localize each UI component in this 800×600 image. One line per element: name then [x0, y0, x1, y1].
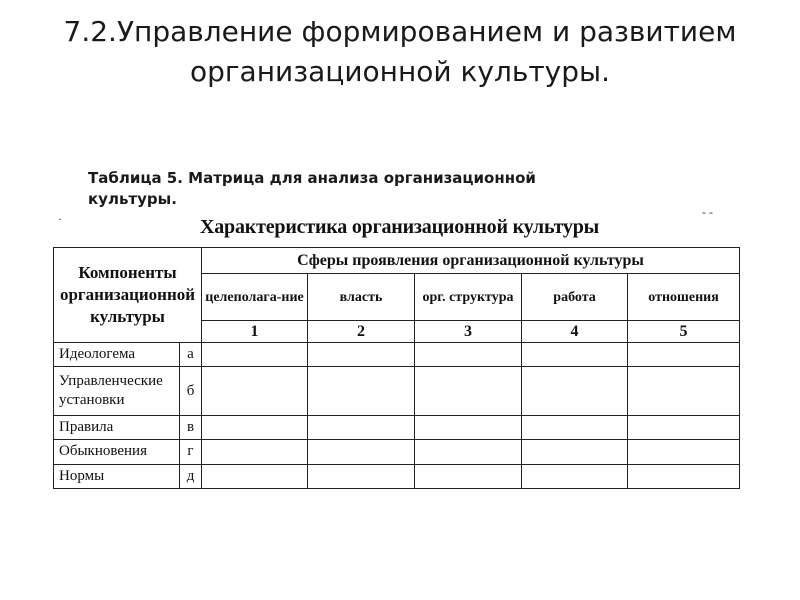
sphere-number: 5 [628, 320, 740, 342]
matrix-cell [628, 343, 740, 367]
matrix-cell [308, 416, 415, 440]
table-row [54, 440, 740, 464]
matrix-cell [628, 440, 740, 464]
matrix-cell [202, 464, 308, 488]
component-letter: в [180, 416, 202, 440]
matrix-cell [522, 464, 628, 488]
component-letter: б [180, 367, 202, 416]
component-label: Правила [54, 416, 180, 440]
slide-title: 7.2.Управление формированием и развитием организационной культуры. [63, 15, 737, 88]
matrix-cell [522, 343, 628, 367]
table-row [54, 464, 740, 488]
spheres-header: Сферы проявления организационной культуры [202, 248, 740, 274]
component-letter: а [180, 343, 202, 367]
table-row [54, 416, 740, 440]
matrix-cell [522, 416, 628, 440]
matrix-cell [415, 464, 522, 488]
matrix-cell [415, 343, 522, 367]
component-letter: г [180, 440, 202, 464]
table-caption: Таблица 5. Матрица для анализа организационной культуры. [88, 169, 536, 208]
component-label: Обыкновения [54, 440, 180, 464]
components-header: Компоненты организационной культуры [54, 248, 202, 343]
sphere-number: 4 [522, 320, 628, 342]
matrix-cell [522, 440, 628, 464]
matrix-cell [628, 416, 740, 440]
matrix-cell [202, 440, 308, 464]
culture-matrix-table [53, 247, 740, 489]
matrix-cell [308, 343, 415, 367]
sphere-header-power: власть [308, 274, 415, 321]
scan-mark: · [58, 212, 62, 226]
table-row [54, 367, 740, 416]
sphere-number: 2 [308, 320, 415, 342]
matrix-cell [628, 464, 740, 488]
sphere-number: 1 [202, 320, 308, 342]
table-title: Характеристика организационной культуры [200, 216, 600, 238]
sphere-header-goal-setting: целеполага-ние [202, 274, 308, 321]
matrix-cell [308, 464, 415, 488]
sphere-header-org-structure: орг. структура [415, 274, 522, 321]
component-letter: д [180, 464, 202, 488]
matrix-cell [202, 416, 308, 440]
component-label: Нормы [54, 464, 180, 488]
sphere-number: 3 [415, 320, 522, 342]
scan-mark: - - [702, 205, 713, 219]
matrix-cell [415, 367, 522, 416]
matrix-cell [202, 367, 308, 416]
matrix-cell [415, 416, 522, 440]
matrix-cell [628, 367, 740, 416]
matrix-cell [522, 367, 628, 416]
table-row [54, 343, 740, 367]
component-label: Идеологема [54, 343, 180, 367]
matrix-cell [202, 343, 308, 367]
matrix-cell [308, 440, 415, 464]
component-label: Управленческие установки [54, 367, 180, 416]
matrix-cell [308, 367, 415, 416]
sphere-header-work: работа [522, 274, 628, 321]
sphere-header-relations: отношения [628, 274, 740, 321]
matrix-cell [415, 440, 522, 464]
